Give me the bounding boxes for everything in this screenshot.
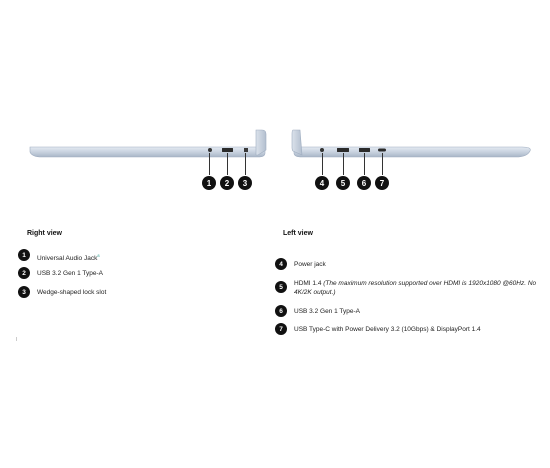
usb-c-port [378, 149, 386, 152]
power-jack-port [320, 148, 324, 152]
audio-jack-port [208, 148, 212, 152]
list-item-label [294, 279, 537, 297]
usb-a-port-left [359, 148, 370, 152]
laptop-side-views [0, 120, 550, 200]
list-item-label: USB 3.2 Gen 1 Type-A [294, 308, 360, 315]
list-item-3 [18, 288, 258, 298]
leader-line-3 [245, 153, 246, 175]
callout-badge-5: 5 [275, 281, 287, 293]
right-view-heading: Right view [27, 230, 63, 237]
hdmi-note: (The maximum resolution supported over HDMI is 1920x1080 @60Hz. No 4K/2K output.) [294, 280, 537, 296]
audio-jack-label: Universal Audio Jack [37, 255, 98, 263]
diagram-callout-7: 7 [375, 176, 389, 190]
list-item-6 [275, 307, 537, 317]
leader-line-6 [364, 153, 365, 175]
list-item-4 [275, 260, 537, 270]
diagram-callout-1: 1 [202, 176, 216, 190]
callout-badge-1: 1 [18, 249, 30, 261]
right-side-laptop [30, 130, 266, 157]
leader-line-2 [227, 153, 228, 175]
list-item-5 [275, 279, 537, 297]
list-item-label: USB 3.2 Gen 1 Type-A [37, 270, 103, 277]
left-side-laptop [292, 130, 530, 157]
divider-tick [16, 337, 17, 341]
list-item-label: Power jack [294, 261, 326, 268]
list-item-label: USB Type-C with Power Delivery 3.2 (10Gbps) & DisplayPort 1.4 [294, 326, 481, 333]
leader-line-5 [343, 153, 344, 175]
callout-badge-2: 2 [18, 267, 30, 279]
hdmi-label: HDMI 1.4 [294, 280, 322, 287]
callout-badge-3: 3 [18, 286, 30, 298]
diagram-callout-4: 4 [315, 176, 329, 190]
leader-line-7 [382, 153, 383, 175]
list-item-label: Wedge-shaped lock slot [37, 289, 107, 296]
leader-line-1 [209, 153, 210, 175]
callout-badge-7: 7 [275, 323, 287, 335]
list-item-label [37, 251, 100, 263]
hdmi-port [337, 148, 349, 152]
diagram-callout-3: 3 [238, 176, 252, 190]
leader-line-4 [322, 153, 323, 175]
usb-a-port [222, 148, 233, 152]
list-item-7 [275, 325, 537, 335]
callout-badge-6: 6 [275, 305, 287, 317]
lock-slot [244, 148, 248, 152]
diagram-callout-5: 5 [336, 176, 350, 190]
left-view-heading: Left view [283, 230, 313, 237]
diagram-callout-6: 6 [357, 176, 371, 190]
list-item-1 [18, 251, 258, 263]
list-item-2 [18, 269, 258, 279]
diagram-callout-2: 2 [220, 176, 234, 190]
footnote-ref-link[interactable]: 8 [97, 253, 100, 258]
callout-badge-4: 4 [275, 258, 287, 270]
